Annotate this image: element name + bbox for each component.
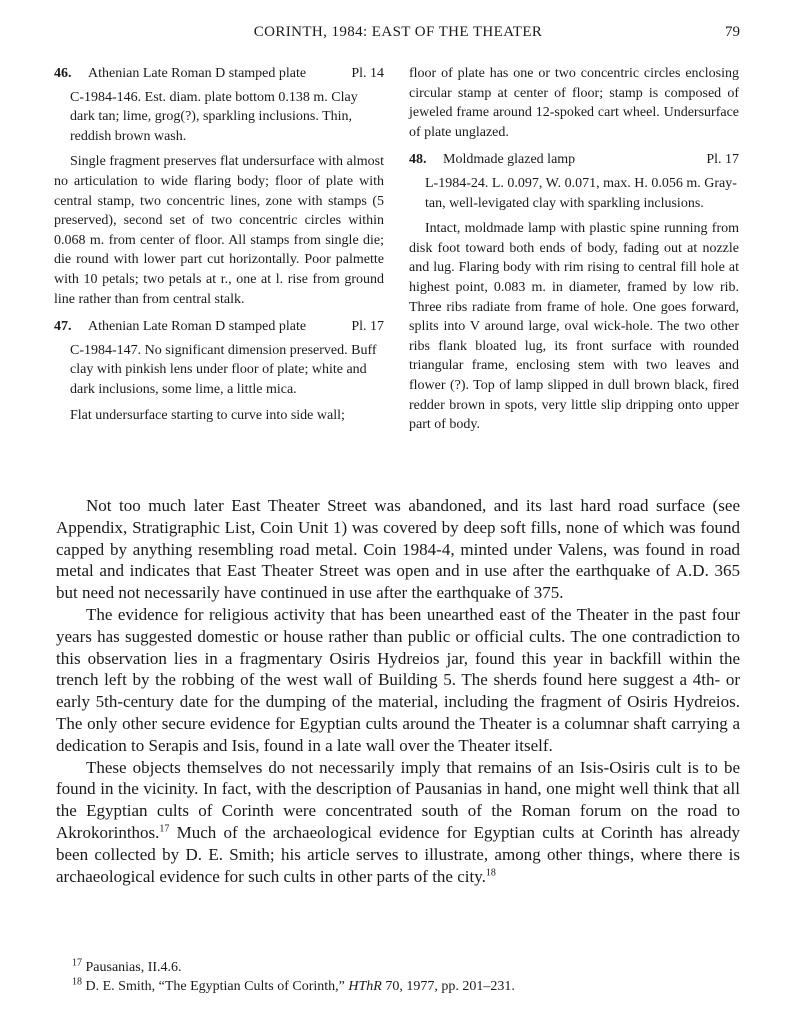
paragraph-text: Not too much later East Theater Street was abandoned, and its last hard road surface (see Appendix, Stratigraphic List, Coin Unit 1) was covered by deep soft fills, none of which was found capped by anything resembling road metal. Coin 1984-4, minted under Valens, was found in road metal and indicates that East Theater Street was open and in use after the earthquake of [56, 496, 740, 581]
footnote-text: D. E. Smith, “The Egyptian Cults of Corinth,” [82, 979, 349, 994]
plate-reference: Pl. 17 [351, 319, 384, 335]
catalog-number: 47. [54, 319, 72, 335]
footnote-ref-17[interactable]: 17 [159, 823, 170, 835]
footnote-text: Pausanias, [82, 960, 148, 975]
catalog-title: Athenian Late Roman D stamped plate [88, 66, 307, 81]
catalog-number: 48. [409, 152, 427, 168]
catalog-number: 46. [54, 66, 72, 81]
catalog-entry-47-heading [54, 317, 384, 337]
catalog-entry-47-meta: C-1984-147. No significant dimension preserved. Buff clay with pinkish lens under floor of plate; white and dark inclusions, some lime, a little mica. [70, 342, 377, 397]
body-paragraph [56, 495, 740, 604]
footnote-17 [56, 958, 740, 977]
catalog-entry-46-description: Single fragment preserves flat undersurface with almost no articulation to wide flaring body; floor of plate with central stamp, two concentric lines, zone with stamps (5 preserved), second set of two concentric circles within 0.068 m. from center of floor. All stamps from single die; die round with lower part cut horizontally. Poor palmette with 10 petals; two petals at r., one at l. rise from ground line rather than from central stalk. [54, 154, 384, 307]
footnote-text: 70, 1977, pp. 201–231. [381, 979, 515, 994]
paragraph-text: 365 but need not necessarily have continued in use after the earthquake of 375. [56, 561, 740, 603]
main-text [56, 495, 740, 887]
body-paragraph: The evidence for religious activity that has been unearthed east of the Theater in the past four years has suggested domestic or house rather than public or official cults. The one contradiction to this observation lies in a fragmentary Osiris Hydreios jar, found this year in backfill within the trench left by the robbing of the west wall of Building 5. The sherds found here suggest a 4th- or early 5th-century date for the dumping of the material, including the fragment of Osiris Hydreios. The only other secure evidence for Egyptian cults around the Theater is a columnar shaft carrying a dedication to Serapis and Isis, found in a late wall over the Theater itself. [56, 604, 740, 755]
catalog-entry-48-description: Intact, moldmade lamp with plastic spine running from disk foot toward both ends of body, fading out at nozzle and lug. Flaring body with rim rising to central fill hole at highest point, 0.083 m. in diameter, framed by low rib. Three ribs radiate from frame of hole. One goes forward, splits into V around large, oval wick-hole. The two other ribs flank bloated lug, its front surface with rounded triangular frame, enclosing stem with two leaves and flower (?). Top of lamp slipped in dull brown black, fired redder brown in spots, very little slip dripping onto upper part of body. [409, 221, 739, 433]
running-title: CORINTH, 1984: EAST OF THE THEATER [253, 24, 543, 40]
catalog-entry-46-heading [54, 64, 384, 84]
footnote-number: 18 [72, 976, 82, 988]
footnote-number: 17 [72, 957, 82, 969]
footnote-ref-18[interactable]: 18 [485, 866, 496, 878]
journal-title: HThR [348, 979, 382, 994]
page-header [56, 24, 740, 44]
catalog-entry-48-heading [409, 150, 739, 170]
paragraph-text: These objects themselves do not necessarily imply that remains of an Isis-Osiris cult is to be found in the vicinity. In fact, with the description of Pausanias in hand, one might well think that all the Egyptian cults of Corinth were concentrated south of the Roman forum on the road to Akrokorinthos. [56, 757, 740, 842]
paragraph-text: Much of the archaeological evidence for Egyptian cults at Corinth has already been collected by D. E. Smith; his article serves to illustrate, among other things, where there is archaeological evidence for such cults in other parts of the city. [56, 822, 740, 886]
plate-reference: Pl. 14 [351, 66, 384, 81]
catalog-entry-46-meta: C-1984-146. Est. diam. plate bottom 0.138 m. Clay dark tan; lime, grog(?), sparkling inclusions. Thin, reddish brown wash. [70, 89, 358, 144]
footnote-citation: II.4.6. [147, 960, 182, 975]
catalog-title: Athenian Late Roman D stamped plate [88, 319, 307, 335]
catalog-right-column [409, 64, 739, 443]
body-paragraph [56, 757, 740, 888]
era-abbreviation: A.D. [675, 561, 709, 581]
plate-reference: Pl. 17 [706, 152, 739, 168]
catalog-entry-47-description: Flat undersurface starting to curve into side wall; [70, 407, 345, 423]
catalog-entry-47-description-continued: floor of plate has one or two concentric circles enclosing circular stamp at center of floor; stamp is composed of jeweled frame around 12-spoked cart wheel. Undersurface of plate unglazed. [409, 66, 739, 140]
catalog-entry-48-meta: L-1984-24. L. 0.097, W. 0.071, max. H. 0.056 m. Gray-tan, well-levigated clay with sparkling inclusions. [425, 175, 737, 211]
catalog-title: Moldmade glazed lamp [443, 152, 576, 168]
catalog-left-column [54, 64, 384, 433]
footnote-18 [56, 977, 740, 996]
page-number: 79 [725, 24, 740, 40]
footnotes [56, 958, 740, 996]
